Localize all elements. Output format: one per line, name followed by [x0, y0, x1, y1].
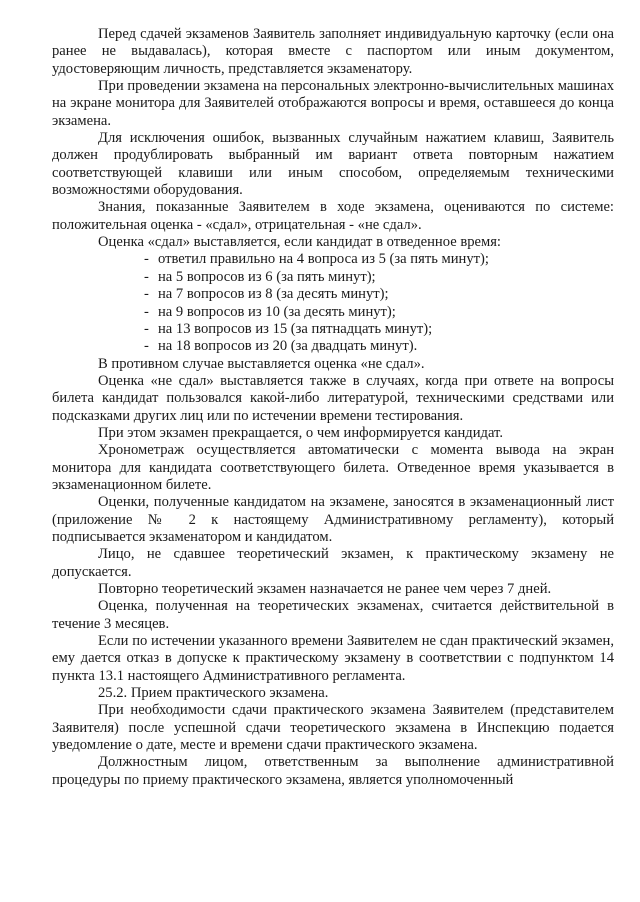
- list-item-text: на 18 вопросов из 20 (за двадцать минут).: [158, 338, 418, 355]
- paragraph-11: Лицо, не сдавшее теоретический экзамен, к практическому экзамену не допускается.: [52, 546, 614, 580]
- list-item: [52, 286, 614, 303]
- paragraph-14: Если по истечении указанного времени Заявителем не сдан практический экзамен, ему дается отказ в допуске к практическому экзамену в соответствии с подпунктом 14 пункта 13.1 настоящего Административного регламента.: [52, 633, 614, 684]
- paragraph-12: Повторно теоретический экзамен назначается не ранее чем через 7 дней.: [98, 581, 552, 597]
- passing-criteria-list: [52, 251, 614, 355]
- list-item-text: на 9 вопросов из 10 (за десять минут);: [158, 303, 396, 320]
- list-item-text: на 13 вопросов из 15 (за пятнадцать минут);: [158, 320, 433, 337]
- list-dash: -: [144, 303, 149, 320]
- paragraph-8: При этом экзамен прекращается, о чем информируется кандидат.: [98, 424, 503, 441]
- list-dash: -: [144, 338, 149, 355]
- list-item: [52, 338, 614, 355]
- list-item-text: на 5 вопросов из 6 (за пять минут);: [158, 268, 376, 285]
- paragraph-9: Хронометраж осуществляется автоматически с момента вывода на экран монитора для кандидата соответствующего билета. Отведенное время указывается в экзаменационном билете.: [52, 442, 614, 493]
- document-page: [52, 26, 614, 789]
- list-dash: -: [144, 320, 149, 337]
- section-heading-25-2: 25.2. Прием практического экзамена.: [98, 685, 329, 702]
- paragraph-3: Для исключения ошибок, вызванных случайным нажатием клавиш, Заявитель должен продублировать выбранный им вариант ответа повторным нажатием соответствующей клавиши или иным способом, определяемым техническими возможностями оборудования.: [52, 130, 614, 199]
- paragraph-10: Оценки, полученные кандидатом на экзамене, заносятся в экзаменационный лист (приложение № 2 к настоящему Административному регламенту), который подписывается экзаменатором и кандидатом.: [52, 494, 614, 545]
- paragraph-5: Оценка «сдал» выставляется, если кандидат в отведенное время:: [98, 234, 501, 251]
- paragraph-6: В противном случае выставляется оценка «не сдал».: [98, 355, 425, 372]
- list-item: [52, 251, 614, 268]
- paragraph-16: При необходимости сдачи практического экзамена Заявителем (представителем Заявителя) после успешной сдачи теоретического экзамена в Инспекцию подается уведомление о дате, месте и времени сдачи практического экзамена.: [52, 702, 614, 754]
- paragraph-2: При проведении экзамена на персональных электронно-вычислительных машинах на экране монитора для Заявителей отображаются вопросы и время, оставшееся до конца экзамена.: [52, 78, 614, 129]
- paragraph-17: Должностным лицом, ответственным за выполнение административной процедуры по приему практического экзамена, является уполномоченный: [52, 754, 614, 788]
- paragraph-13: Оценка, полученная на теоретических экзаменах, считается действительной в течение 3 месяцев.: [52, 598, 614, 632]
- list-item: [52, 321, 614, 338]
- list-dash: -: [144, 251, 149, 268]
- list-dash: -: [144, 268, 149, 285]
- paragraph-7: Оценка «не сдал» выставляется также в случаях, когда при ответе на вопросы билета кандидат пользовался какой-либо литературой, техническими средствами или подсказками других лиц или по истечении времени тестирования.: [52, 372, 614, 424]
- list-item: [52, 269, 614, 286]
- paragraph-4: Знания, показанные Заявителем в ходе экзамена, оцениваются по системе: положительная оценка - «сдал», отрицательная - «не сдал».: [52, 199, 614, 233]
- list-item: [52, 304, 614, 321]
- list-dash: -: [144, 286, 149, 303]
- list-item-text: ответил правильно на 4 вопроса из 5 (за пять минут);: [158, 251, 489, 268]
- list-item-text: на 7 вопросов из 8 (за десять минут);: [158, 286, 389, 303]
- paragraph-1: Перед сдачей экзаменов Заявитель заполняет индивидуальную карточку (если она ранее не выдавалась), которая вместе с паспортом или иным документом, удостоверяющим личность, представляется экзаменатору.: [52, 26, 614, 77]
